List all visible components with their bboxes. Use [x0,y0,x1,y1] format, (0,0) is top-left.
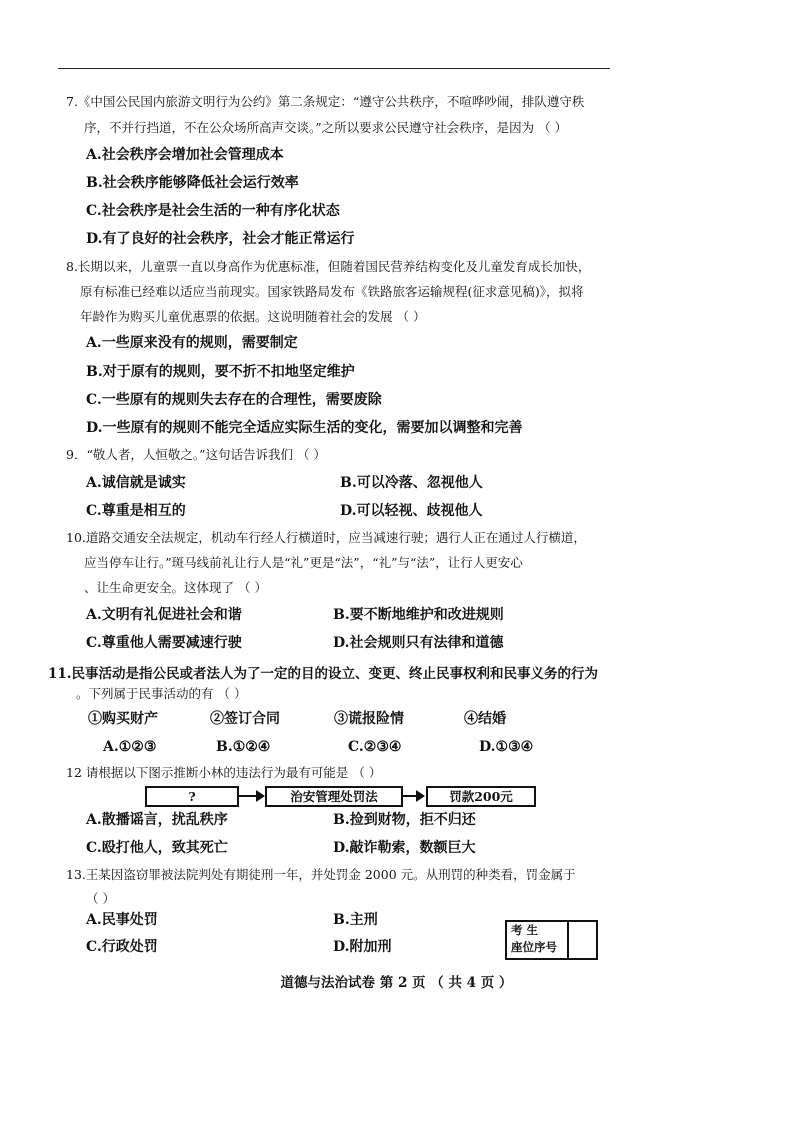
question-11-item-4: ④结婚 [464,711,506,727]
question-10-option-d: D.社会规则只有法律和道德 [333,635,504,651]
question-9-option-d: D.可以轻视、歧视他人 [340,503,483,519]
flow-arrowhead-2 [416,790,425,802]
question-7-option-d: D.有了良好的社会秩序，社会才能正常运行 [86,231,355,247]
question-12-option-a: A.散播谣言，扰乱秩序 [86,812,228,828]
flow-arrow-2 [403,795,417,797]
question-12-stem: 12 请根据以下图示推断小林的违法行为最有可能是 （ ） [66,765,382,780]
question-8-option-b: B.对于原有的规则，要不折不扣地坚定维护 [86,364,355,380]
question-11-item-2: ②签订合同 [210,711,280,727]
flow-arrowhead-1 [256,790,265,802]
question-10-stem-line-2: 应当停车让行。”斑马线前礼让行人是“礼”更是“法”，“礼”与“法”，让行人更安心 [84,555,523,570]
question-10-stem-line-1: 10.道路交通安全法规定，机动车行经人行横道时，应当减速行驶；遇行人正在通过人行横道， [66,530,586,545]
question-10-option-b: B.要不断地维护和改进规则 [333,607,504,623]
question-11-item-1: ①购买财产 [88,711,158,727]
question-13-option-a: A.民事处罚 [86,912,158,928]
seat-label-line-2: 座位序号 [511,940,557,954]
question-10-option-c: C.尊重他人需要减速行驶 [86,635,242,651]
question-11-stem-line-1: 11.民事活动是指公民或者法人为了一定的目的设立、变更、终止民事权利和民事义务的行为 [48,666,598,682]
question-11-option-c: C.②③④ [348,739,402,755]
question-9-stem: 9．“敬人者，人恒敬之。”这句话告诉我们 （ ） [66,447,326,462]
question-7-stem-line-2: 序，不并行挡道，不在公众场所高声交谈。”之所以要求公民遵守社会秩序，是因为 （ ） [84,120,568,135]
seat-label-line-1: 考 生 [511,923,539,937]
question-9-option-b: B.可以冷落、忽视他人 [340,475,483,491]
page-footer: 道德与法治试卷 第 2 页 （ 共 4 页 ） [280,975,513,991]
question-11-option-a: A.①②③ [103,739,157,755]
flow-arrow-1 [239,795,257,797]
question-11-stem-line-2: 。下列属于民事活动的有 （ ） [76,686,247,701]
seat-number-box [505,920,598,960]
flow-box-law: 治安管理处罚法 [265,786,403,807]
question-12-flow-diagram [145,786,537,806]
question-10-option-a: A.文明有礼促进社会和谐 [86,607,242,623]
question-9-option-a: A.诚信就是诚实 [86,475,186,491]
question-11-option-d: D.①③④ [479,739,534,755]
question-13-option-b: B.主刑 [333,912,378,928]
question-8-stem-line-2: 原有标准已经难以适应当前现实。国家铁路局发布《铁路旅客运输规程(征求意见稿)》，拟将 [80,284,584,299]
question-7-option-a: A.社会秩序会增加社会管理成本 [86,147,284,163]
question-7-stem-line-1: 7.《中国公民国内旅游文明行为公约》第二条规定：“遵守公共秩序，不喧哗吵闹，排队遵守秩 [66,94,585,109]
question-10-stem-line-3: 、让生命更安全。这体现了 （ ） [84,580,267,595]
question-12-option-d: D.敲诈勒索，数额巨大 [333,840,476,856]
flow-box-unknown: ? [145,786,239,807]
question-7-option-b: B.社会秩序能够降低社会运行效率 [86,175,299,191]
question-13-stem-line-1: 13.王某因盗窃罪被法院判处有期徒刑一年，并处罚金 2000 元。从刑罚的种类看，罚金属于 [66,867,576,882]
question-8-stem-line-1: 8.长期以来，儿童票一直以身高作为优惠标准，但随着国民营养结构变化及儿童发育成长加快， [66,259,591,274]
question-13-option-c: C.行政处罚 [86,939,158,955]
flow-box-fine: 罚款200元 [426,786,536,807]
question-11-option-b: B.①②④ [216,739,271,755]
question-7-option-c: C.社会秩序是社会生活的一种有序化状态 [86,203,340,219]
question-8-option-c: C.一些原有的规则失去存在的合理性，需要废除 [86,392,382,408]
seat-number-label [507,922,569,958]
question-12-option-c: C.殴打他人，致其死亡 [86,840,228,856]
header-rule [58,68,610,69]
question-11-item-3: ③谎报险情 [334,711,404,727]
question-9-option-c: C.尊重是相互的 [86,503,186,519]
question-13-option-d: D.附加刑 [333,939,392,955]
question-8-stem-line-3: 年龄作为购买儿童优惠票的依据。这说明随着社会的发展 （ ） [80,309,426,324]
question-12-option-b: B.捡到财物，拒不归还 [333,812,476,828]
question-13-stem-line-2: （ ） [86,891,115,906]
question-8-option-a: A.一些原来没有的规则，需要制定 [86,335,298,351]
question-8-option-d: D.一些原有的规则不能完全适应实际生活的变化，需要加以调整和完善 [86,420,523,436]
